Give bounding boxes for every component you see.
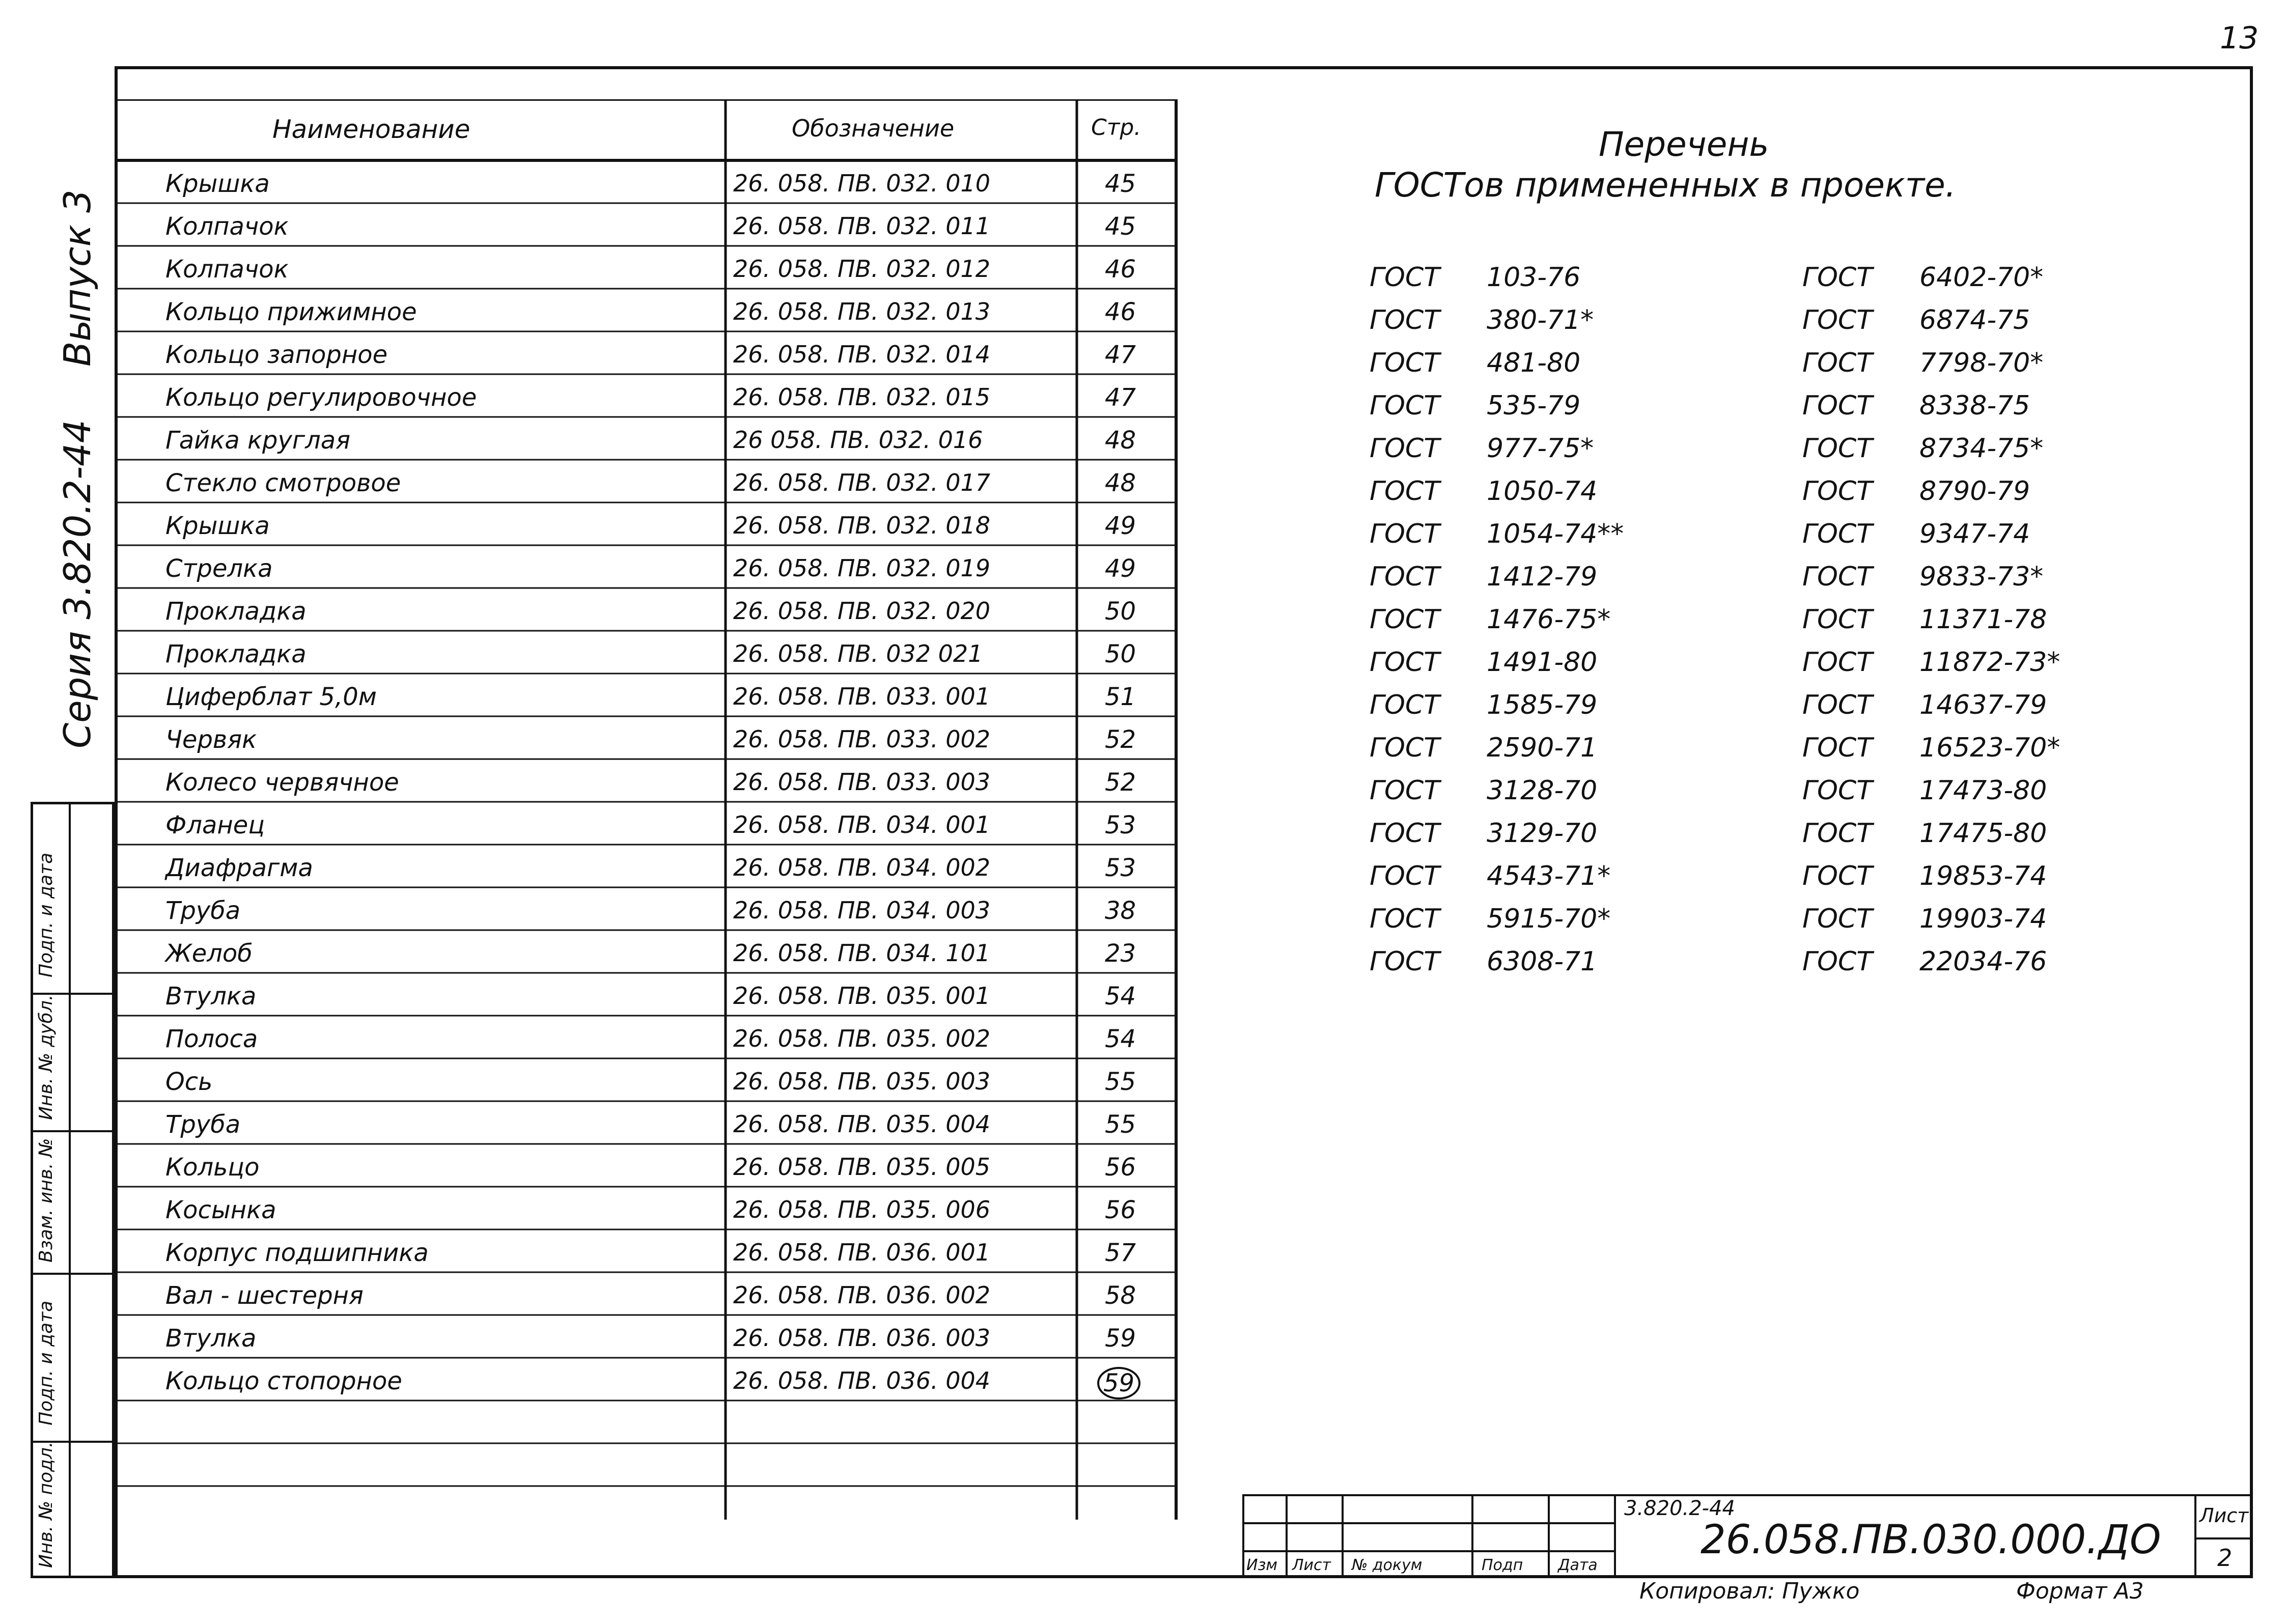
left-gost-keyword: ГОСТ (1370, 433, 1440, 464)
row-name: Труба (165, 897, 241, 925)
right-gost-number: 17473-80 (1919, 775, 2047, 806)
row-page: 49 (1105, 554, 1136, 583)
row-designation: 26. 058. ПВ. 032. 015 (733, 383, 991, 411)
row-designation: 26. 058. ПВ. 033. 003 (733, 768, 991, 796)
row-designation: 26. 058. ПВ. 032. 019 (733, 554, 991, 582)
row-name: Кольцо регулировочное (165, 383, 477, 412)
row-name: Желоб (165, 939, 253, 968)
row-designation: 26. 058. ПВ. 032. 018 (733, 512, 991, 539)
row-page: 58 (1105, 1281, 1136, 1310)
row-name: Ось (165, 1068, 213, 1096)
right-gost-number: 8734-75* (1919, 433, 2044, 464)
row-name: Колпачок (165, 255, 289, 284)
left-gost-keyword: ГОСТ (1370, 647, 1440, 678)
right-gost-number: 11872-73* (1919, 647, 2060, 678)
row-page: 57 (1105, 1239, 1136, 1267)
row-designation: 26. 058. ПВ. 032. 014 (733, 341, 991, 368)
left-gost-number: 5915-70* (1487, 904, 1611, 934)
left-gost-number: 2590-71 (1487, 733, 1598, 763)
row-designation: 26. 058. ПВ. 032. 011 (733, 212, 991, 240)
row-name: Циферблат 5,0м (165, 683, 377, 711)
row-page: 54 (1105, 1025, 1136, 1053)
tb-sheet-number: 2 (2217, 1544, 2233, 1572)
row-name: Труба (165, 1110, 241, 1139)
row-designation: 26. 058. ПВ. 034. 003 (733, 897, 991, 924)
left-gost-keyword: ГОСТ (1370, 519, 1440, 549)
row-designation: 26. 058. ПВ. 034. 001 (733, 811, 991, 838)
right-gost-keyword: ГОСТ (1802, 305, 1873, 335)
copied-by: Копировал: Пужко (1639, 1578, 1860, 1604)
row-page: 51 (1105, 683, 1136, 711)
row-name: Стрелка (165, 554, 273, 583)
right-gost-number: 8338-75 (1919, 390, 2030, 421)
row-page: 47 (1105, 383, 1136, 412)
right-gost-keyword: ГОСТ (1802, 775, 1873, 806)
row-name: Корпус подшипника (165, 1239, 429, 1267)
left-gost-number: 977-75* (1487, 433, 1594, 464)
left-gost-number: 380-71* (1487, 305, 1594, 335)
right-gost-number: 14637-79 (1919, 690, 2047, 720)
row-name: Вал - шестерня (165, 1281, 364, 1310)
row-page: 38 (1105, 897, 1136, 925)
row-designation: 26. 058. ПВ. 032. 017 (733, 469, 991, 496)
row-name: Крышка (165, 512, 270, 540)
tb-series-ref: 3.820.2-44 (1624, 1497, 1736, 1520)
row-page: 56 (1105, 1153, 1136, 1182)
right-gost-keyword: ГОСТ (1802, 647, 1873, 678)
tb-sheet-label: Лист (2199, 1504, 2249, 1527)
row-page: 47 (1105, 341, 1136, 369)
tb-col-doc: № докум (1352, 1556, 1423, 1574)
row-page: 46 (1105, 255, 1136, 284)
left-gost-number: 4543-71* (1487, 861, 1611, 891)
left-gost-keyword: ГОСТ (1370, 390, 1440, 421)
right-gost-number: 22034-76 (1919, 946, 2047, 977)
left-gost-keyword: ГОСТ (1370, 861, 1440, 891)
right-gost-number: 11371-78 (1919, 604, 2047, 635)
right-gost-keyword: ГОСТ (1802, 818, 1873, 849)
row-designation: 26. 058. ПВ. 036. 002 (733, 1281, 991, 1309)
right-gost-keyword: ГОСТ (1802, 604, 1873, 635)
left-gost-keyword: ГОСТ (1370, 690, 1440, 720)
row-page: 54 (1105, 982, 1136, 1011)
left-gost-keyword: ГОСТ (1370, 775, 1440, 806)
row-page: 48 (1105, 426, 1136, 455)
row-page: 48 (1105, 469, 1136, 497)
row-name: Втулка (165, 982, 257, 1011)
row-name: Кольцо запорное (165, 341, 388, 369)
tb-col-list: Лист (1292, 1556, 1331, 1574)
row-name: Крышка (165, 170, 270, 198)
row-name: Стекло смотровое (165, 469, 401, 497)
left-gost-number: 1412-79 (1487, 562, 1598, 592)
tb-col-date: Дата (1558, 1556, 1598, 1574)
left-gost-number: 6308-71 (1487, 946, 1598, 977)
right-gost-keyword: ГОСТ (1802, 861, 1873, 891)
row-designation: 26. 058. ПВ. 035. 001 (733, 982, 991, 1010)
tb-col-sign: Подп (1482, 1556, 1523, 1574)
right-gost-keyword: ГОСТ (1802, 519, 1873, 549)
row-page: 49 (1105, 512, 1136, 540)
row-designation: 26. 058. ПВ. 035. 005 (733, 1153, 991, 1181)
row-designation: 26. 058. ПВ. 032. 010 (733, 170, 991, 197)
left-gost-number: 1476-75* (1487, 604, 1611, 635)
row-page: 53 (1105, 854, 1136, 882)
row-page: 56 (1105, 1196, 1136, 1224)
left-gost-number: 3129-70 (1487, 818, 1598, 849)
row-designation: 26. 058. ПВ. 034. 101 (733, 939, 991, 967)
row-name: Кольцо стопорное (165, 1367, 402, 1395)
left-gost-keyword: ГОСТ (1370, 562, 1440, 592)
right-gost-keyword: ГОСТ (1802, 904, 1873, 934)
row-page: 53 (1105, 811, 1136, 839)
tb-col-izm: Изм (1246, 1556, 1278, 1574)
row-designation: 26. 058. ПВ. 032. 020 (733, 597, 991, 625)
right-gost-keyword: ГОСТ (1802, 433, 1873, 464)
row-name: Прокладка (165, 597, 306, 626)
right-gost-keyword: ГОСТ (1802, 733, 1873, 763)
left-gost-keyword: ГОСТ (1370, 262, 1440, 293)
stamp-label-replace-inv: Взам. инв. № (36, 1138, 57, 1263)
right-gost-number: 8790-79 (1919, 476, 2030, 507)
left-gost-number: 535-79 (1487, 390, 1581, 421)
format-label: Формат А3 (2016, 1578, 2144, 1604)
row-name: Косынка (165, 1196, 276, 1224)
left-gost-keyword: ГОСТ (1370, 604, 1440, 635)
right-gost-number: 16523-70* (1919, 733, 2060, 763)
left-gost-keyword: ГОСТ (1370, 305, 1440, 335)
row-page: 45 (1105, 212, 1136, 241)
header-name: Наименование (272, 115, 470, 144)
row-designation: 26 058. ПВ. 032. 016 (733, 426, 983, 454)
left-gost-number: 3128-70 (1487, 775, 1598, 806)
row-name: Гайка круглая (165, 426, 351, 455)
right-gost-number: 6402-70* (1919, 262, 2044, 293)
row-name: Кольцо прижимное (165, 298, 417, 326)
row-designation: 26. 058. ПВ. 032. 013 (733, 298, 991, 325)
right-gost-number: 6874-75 (1919, 305, 2030, 335)
row-page: 50 (1105, 597, 1136, 626)
row-page: 52 (1105, 725, 1136, 754)
right-gost-number: 17475-80 (1919, 818, 2047, 849)
left-gost-number: 1585-79 (1487, 690, 1598, 720)
stamp-label-dup-inv: Инв. № дубл. (36, 994, 57, 1120)
row-designation: 26. 058. ПВ. 033. 002 (733, 725, 991, 753)
right-gost-keyword: ГОСТ (1802, 562, 1873, 592)
stamp-label-sign-date-1: Подп. и дата (36, 852, 57, 977)
left-gost-keyword: ГОСТ (1370, 733, 1440, 763)
issue-label: Выпуск 3 (56, 189, 99, 367)
row-name: Колпачок (165, 212, 289, 241)
row-page: 23 (1105, 939, 1136, 968)
series-label: Серия 3.820.2-44 (56, 419, 99, 748)
header-page: Стр. (1091, 115, 1141, 141)
left-gost-number: 103-76 (1487, 262, 1581, 293)
row-page: 59 (1105, 1324, 1136, 1353)
stamp-label-orig-inv: Инв. № подл. (36, 1441, 57, 1568)
row-page: 46 (1105, 298, 1136, 326)
row-name: Втулка (165, 1324, 257, 1353)
row-page: 45 (1105, 170, 1136, 198)
row-designation: 26. 058. ПВ. 035. 003 (733, 1068, 991, 1095)
right-gost-keyword: ГОСТ (1802, 262, 1873, 293)
left-gost-number: 1054-74** (1487, 519, 1624, 549)
left-gost-keyword: ГОСТ (1370, 476, 1440, 507)
row-page: 50 (1105, 640, 1136, 668)
right-gost-keyword: ГОСТ (1802, 348, 1873, 378)
left-gost-keyword: ГОСТ (1370, 818, 1440, 849)
left-gost-keyword: ГОСТ (1370, 946, 1440, 977)
corner-sheet-number: 13 (2220, 20, 2259, 56)
tb-document-code: 26.058.ПВ.030.000.ДО (1701, 1517, 2161, 1563)
row-page: 55 (1105, 1110, 1136, 1139)
gost-title-line1: Перечень (1599, 125, 1769, 164)
right-gost-keyword: ГОСТ (1802, 476, 1873, 507)
left-gost-number: 1050-74 (1487, 476, 1598, 507)
right-gost-number: 7798-70* (1919, 348, 2044, 378)
row-name: Прокладка (165, 640, 306, 668)
row-page: 59 (1097, 1367, 1140, 1399)
left-gost-keyword: ГОСТ (1370, 904, 1440, 934)
right-gost-keyword: ГОСТ (1802, 690, 1873, 720)
left-gost-number: 481-80 (1487, 348, 1581, 378)
row-designation: 26. 058. ПВ. 034. 002 (733, 854, 991, 881)
row-designation: 26. 058. ПВ. 033. 001 (733, 683, 991, 710)
title-block (1242, 1494, 2253, 1578)
row-name: Полоса (165, 1025, 258, 1053)
gost-title-line2: ГОСТов примененных в проекте. (1375, 165, 1956, 205)
right-gost-number: 9347-74 (1919, 519, 2030, 549)
row-name: Кольцо (165, 1153, 260, 1182)
row-name: Диафрагма (165, 854, 313, 882)
row-name: Червяк (165, 725, 257, 754)
row-designation: 26. 058. ПВ. 035. 006 (733, 1196, 991, 1223)
right-gost-number: 9833-73* (1919, 562, 2044, 592)
row-page: 52 (1105, 768, 1136, 797)
row-designation: 26. 058. ПВ. 036. 001 (733, 1239, 991, 1266)
parts-table (115, 99, 1191, 1520)
right-gost-number: 19903-74 (1919, 904, 2047, 934)
right-gost-keyword: ГОСТ (1802, 390, 1873, 421)
stamp-label-sign-date-2: Подп. и дата (36, 1300, 57, 1425)
right-gost-keyword: ГОСТ (1802, 946, 1873, 977)
header-designation: Обозначение (792, 115, 955, 142)
row-name: Фланец (165, 811, 265, 839)
row-designation: 26. 058. ПВ. 035. 004 (733, 1110, 991, 1138)
row-designation: 26. 058. ПВ. 032. 012 (733, 255, 991, 283)
row-designation: 26. 058. ПВ. 032 021 (733, 640, 983, 667)
row-designation: 26. 058. ПВ. 035. 002 (733, 1025, 991, 1052)
left-gost-number: 1491-80 (1487, 647, 1598, 678)
row-designation: 26. 058. ПВ. 036. 004 (733, 1367, 991, 1394)
row-name: Колесо червячное (165, 768, 399, 797)
right-gost-number: 19853-74 (1919, 861, 2047, 891)
left-gost-keyword: ГОСТ (1370, 348, 1440, 378)
row-designation: 26. 058. ПВ. 036. 003 (733, 1324, 991, 1352)
row-page: 55 (1105, 1068, 1136, 1096)
